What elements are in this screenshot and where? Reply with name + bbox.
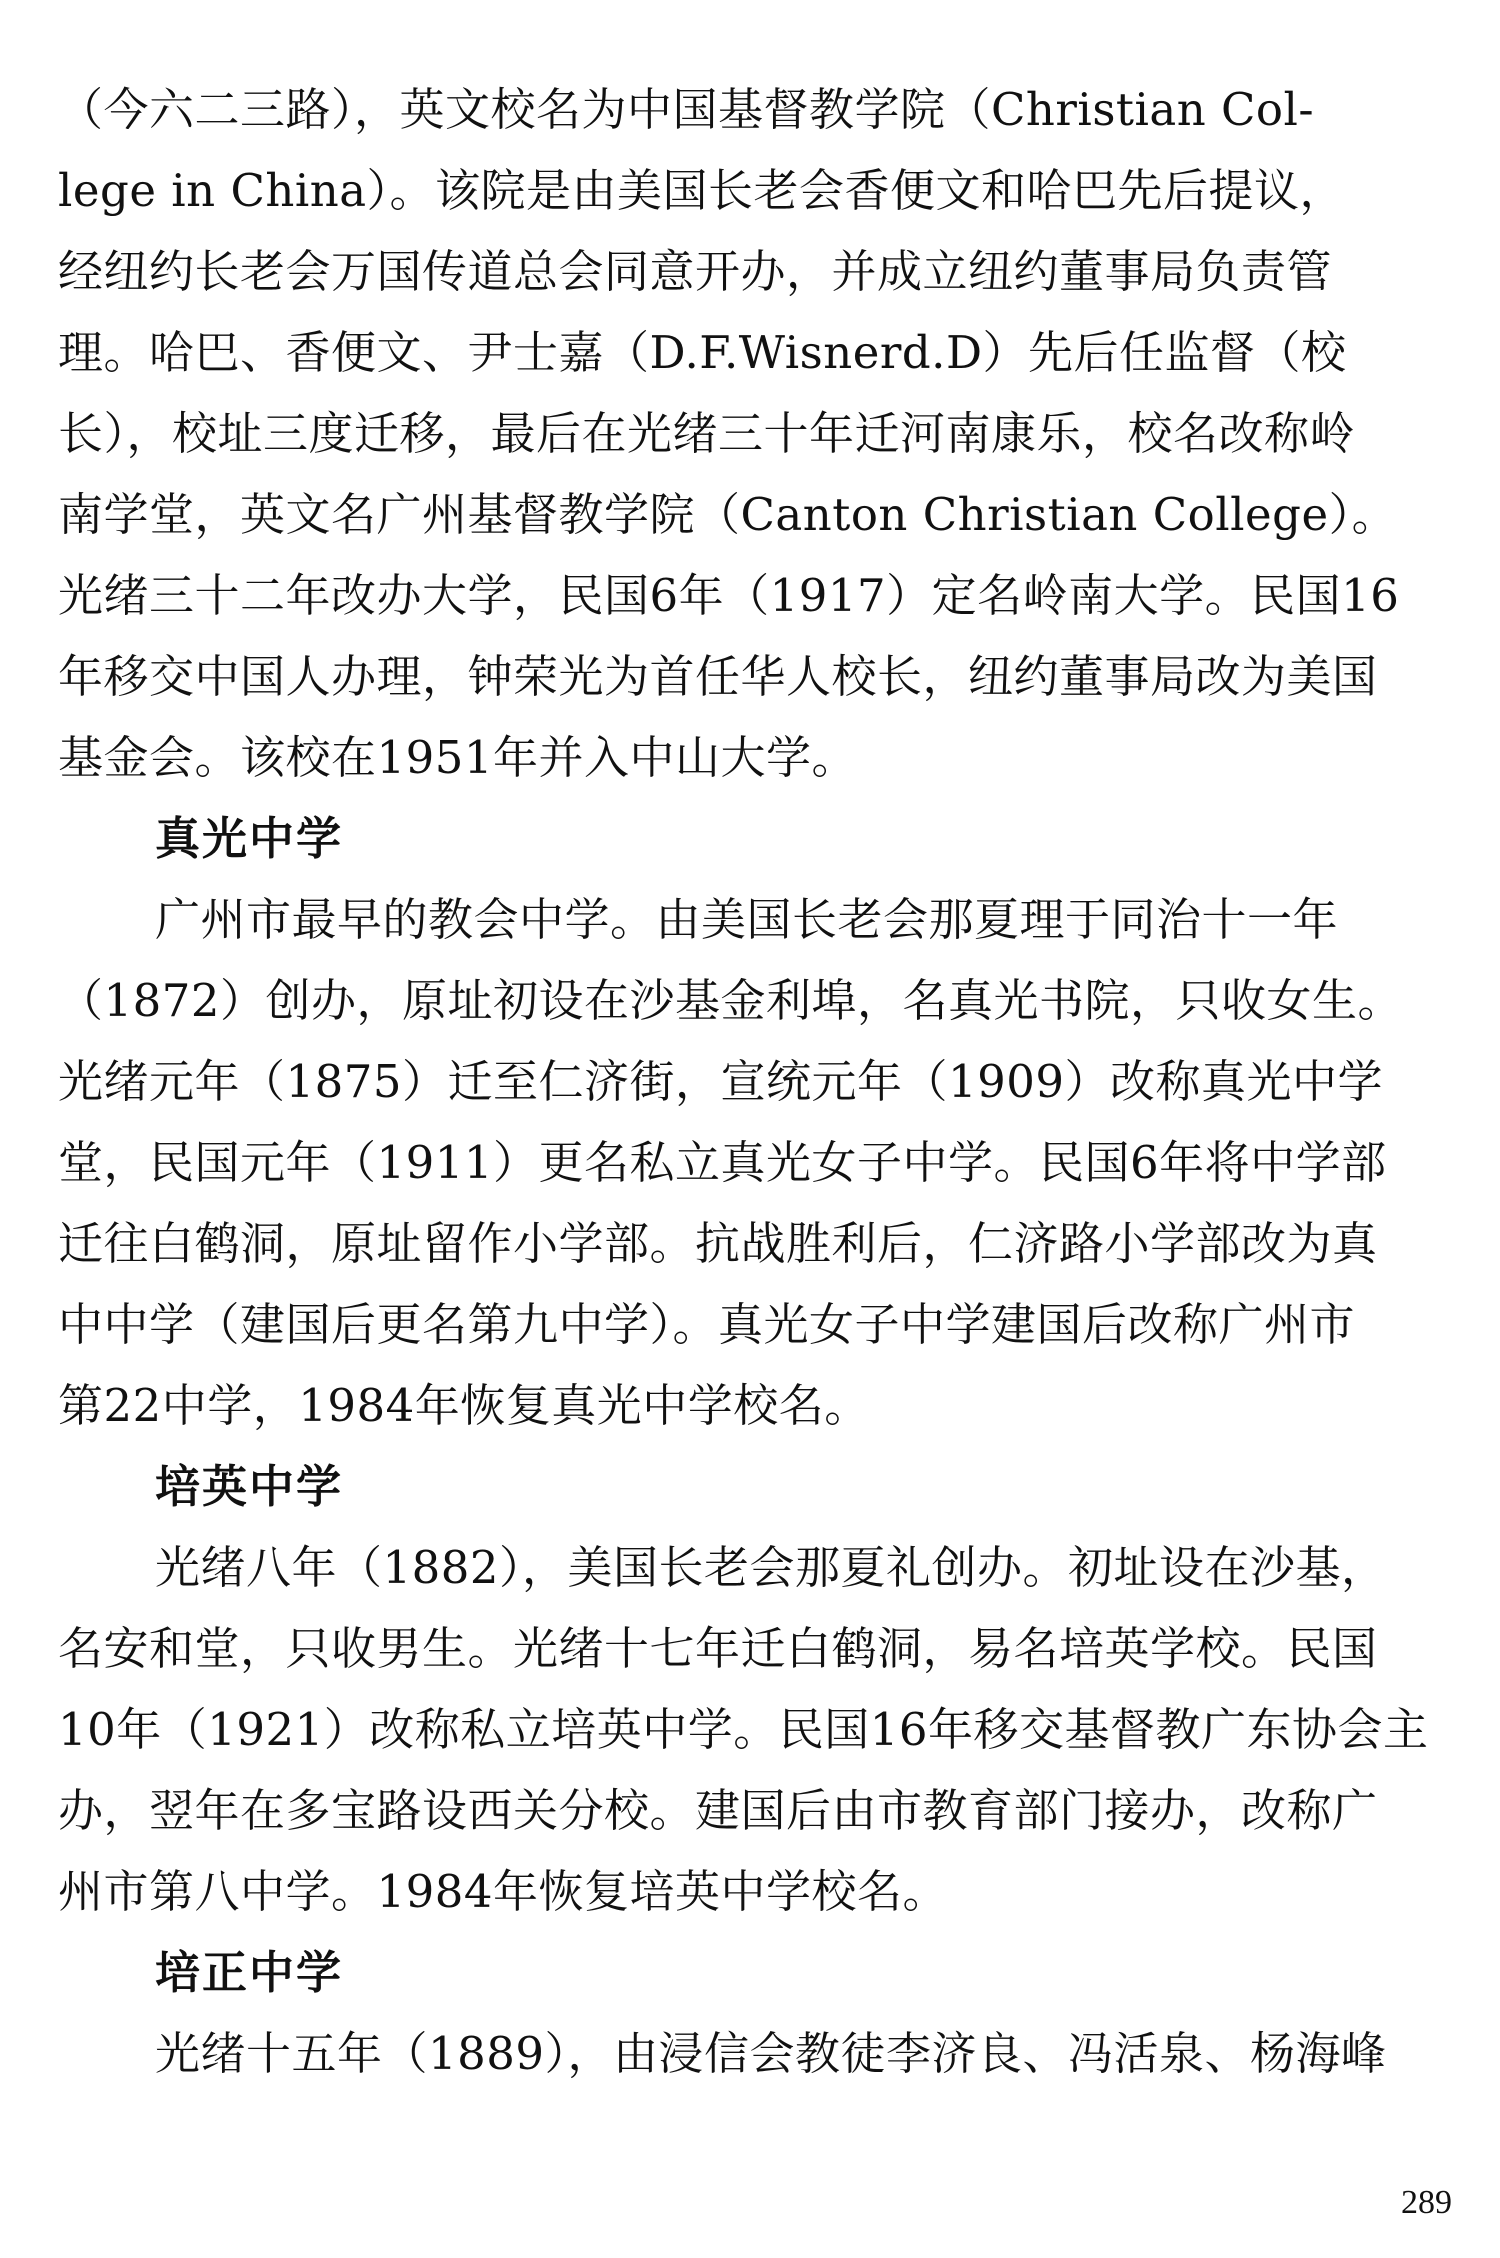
text-line: 堂，民国元年（1911）更名私立真光女子中学。民国6年将中学部 [58, 1136, 1387, 1189]
section-heading-peizheng: 培正中学 [155, 1946, 344, 1999]
text-line: 光绪十五年（1889），由浸信会教徒李济良、冯活泉、杨海峰 [155, 2027, 1387, 2080]
text-line: 经纽约长老会万国传道总会同意开办，并成立纽约董事局负责管 [58, 245, 1333, 298]
text-line: 州市第八中学。1984年恢复培英中学校名。 [58, 1865, 949, 1918]
text-line: 南学堂，英文名广州基督教学院（Canton Christian College）。 [58, 488, 1398, 541]
text-line: （1872）创办，原址初设在沙基金利埠，名真光书院，只收女生。 [58, 974, 1404, 1027]
text-line: （今六二三路），英文校名为中国基督教学院（Christian Col- [58, 83, 1315, 136]
text-line: 年移交中国人办理，钟荣光为首任华人校长，纽约董事局改为美国 [58, 650, 1378, 703]
text-line: 理。哈巴、香便文、尹士嘉（D.F.Wisnerd.D）先后任监督（校 [58, 326, 1347, 379]
text-line: 第22中学，1984年恢复真光中学校名。 [58, 1379, 870, 1432]
text-line: 广州市最早的教会中学。由美国长老会那夏理于同治十一年 [155, 893, 1339, 946]
text-line: 光绪元年（1875）迁至仁济街，宣统元年（1909）改称真光中学 [58, 1055, 1384, 1108]
text-line: 10年（1921）改称私立培英中学。民国16年移交基督教广东协会主 [58, 1703, 1429, 1756]
text-line: 光绪三十二年改办大学，民国6年（1917）定名岭南大学。民国16 [58, 569, 1400, 622]
text-line: lege in China）。该院是由美国长老会香便文和哈巴先后提议， [58, 164, 1346, 217]
page-number: 289 [1401, 2184, 1452, 2221]
section-heading-zhenguang: 真光中学 [155, 812, 344, 865]
text-line: 迁往白鹤洞，原址留作小学部。抗战胜利后，仁济路小学部改为真 [58, 1217, 1378, 1270]
text-line: 办，翌年在多宝路设西关分校。建国后由市教育部门接办，改称广 [58, 1784, 1378, 1837]
text-line: 长），校址三度迁移，最后在光绪三十年迁河南康乐，校名改称岭 [58, 407, 1356, 460]
text-line: 中中学（建国后更名第九中学）。真光女子中学建国后改称广州市 [58, 1298, 1356, 1351]
text-line: 基金会。该校在1951年并入中山大学。 [58, 731, 858, 784]
text-line: 光绪八年（1882），美国长老会那夏礼创办。初址设在沙基， [155, 1541, 1387, 1594]
text-line: 名安和堂，只收男生。光绪十七年迁白鹤洞，易名培英学校。民国 [58, 1622, 1378, 1675]
section-heading-peiying: 培英中学 [155, 1460, 344, 1513]
